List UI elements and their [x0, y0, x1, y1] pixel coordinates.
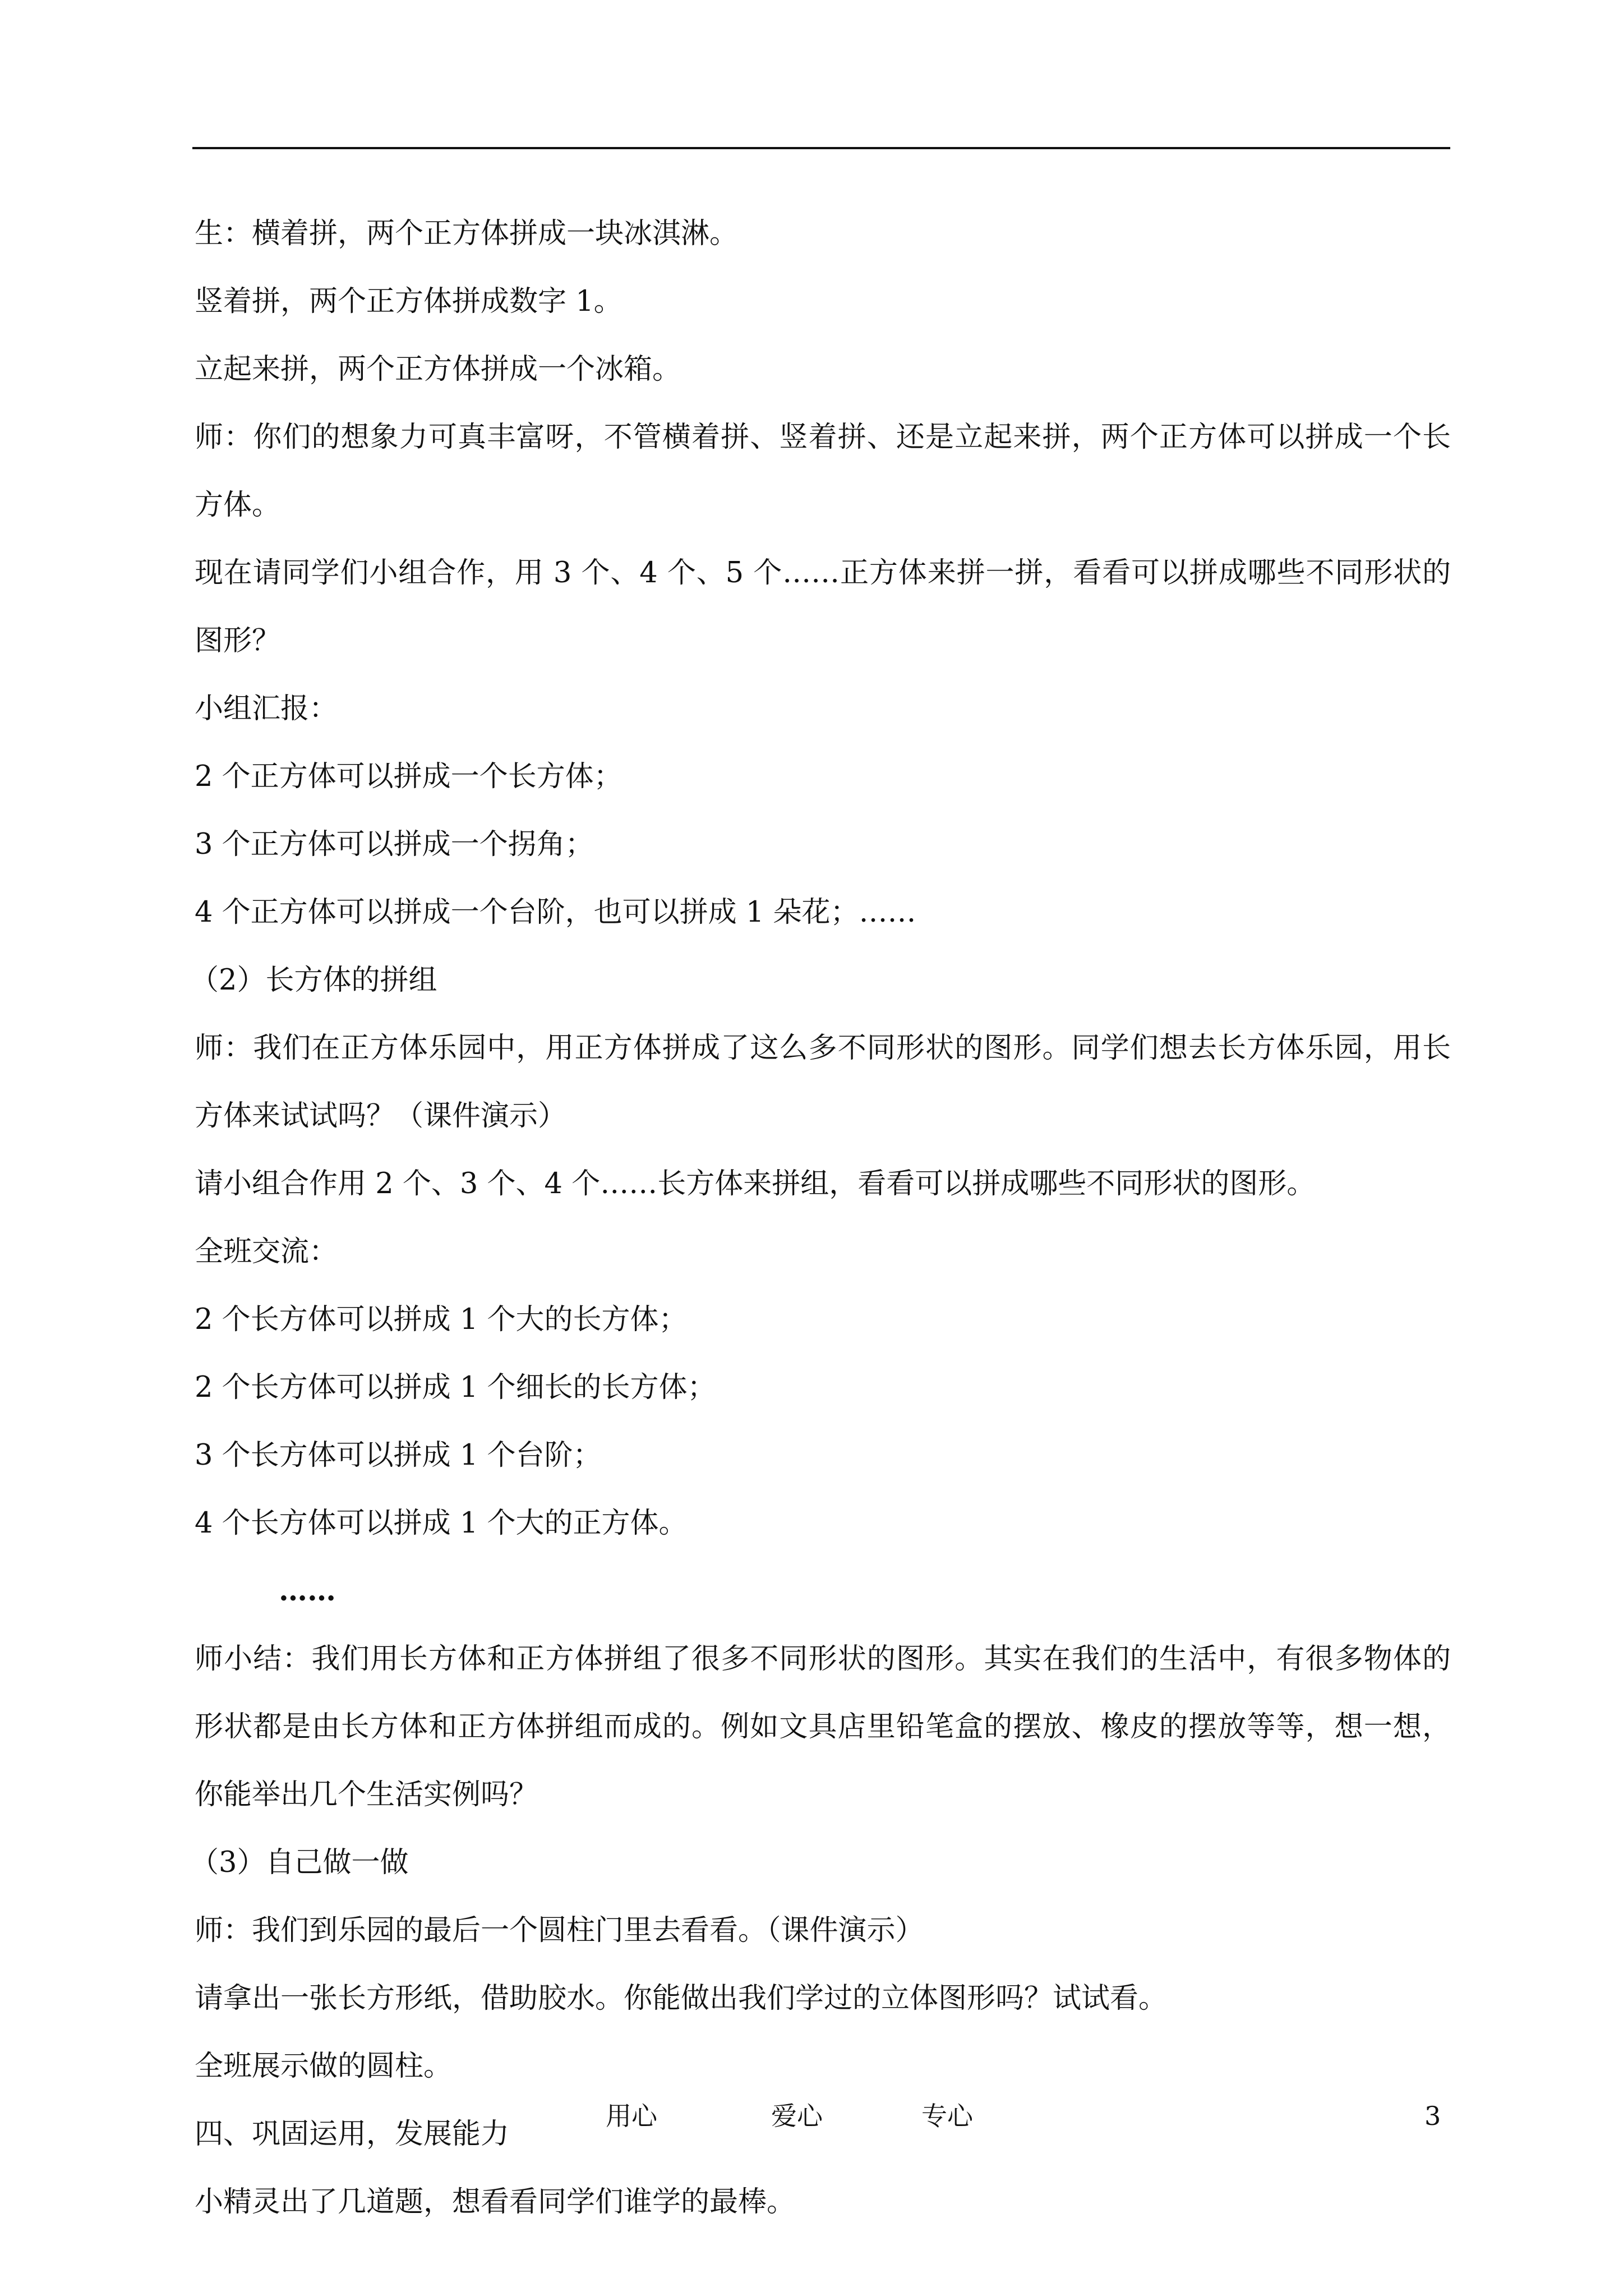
paragraph-line: 2 个长方体可以拼成 1 个细长的长方体；: [195, 1371, 716, 1404]
footer-motto: 爱心: [771, 2101, 823, 2131]
paragraph-line: 小组汇报：: [195, 692, 338, 725]
paragraph-line: 全班展示做的圆柱。: [195, 2050, 453, 2083]
ellipsis-line: ……: [279, 1574, 336, 1608]
section-heading: （2）长方体的拼组: [190, 964, 437, 997]
paragraph-line: 师：我们在正方体乐园中，用正方体拼成了这么多不同形状的图形。同学们想去长方体乐园，用长方体来试试吗？（课件演示）: [195, 1032, 1451, 1133]
section-heading: （3）自己做一做: [190, 1846, 409, 1879]
paragraph-line: 现在请同学们小组合作，用 3 个、4 个、5 个……正方体来拼一拼，看看可以拼成哪些不同形状的图形？: [195, 556, 1451, 657]
footer-motto: 专心: [921, 2101, 973, 2131]
paragraph-line: 请拿出一张长方形纸，借助胶水。你能做出我们学过的立体图形吗？试试看。: [195, 1982, 1168, 2015]
document-body: [190, 200, 1451, 2236]
paragraph-line: 师：我们到乐园的最后一个圆柱门里去看看。（课件演示）: [195, 1914, 924, 1947]
header-rule: [192, 147, 1450, 149]
paragraph-line: 3 个正方体可以拼成一个拐角；: [195, 828, 594, 861]
paragraph-line: 4 个长方体可以拼成 1 个大的正方体。: [195, 1507, 688, 1540]
paragraph-line: 2 个正方体可以拼成一个长方体；: [195, 760, 623, 793]
paragraph-line: 2 个长方体可以拼成 1 个大的长方体；: [195, 1303, 688, 1336]
footer-motto: 用心: [606, 2101, 657, 2131]
paragraph-line: 3 个长方体可以拼成 1 个台阶；: [195, 1439, 602, 1472]
paragraph-line: 请小组合作用 2 个、3 个、4 个……长方体来拼组，看看可以拼成哪些不同形状的图形。: [195, 1167, 1316, 1200]
page-number: 3: [1424, 2101, 1441, 2131]
paragraph-line: 立起来拼，两个正方体拼成一个冰箱。: [195, 353, 681, 386]
paragraph-line: 小精灵出了几道题，想看看同学们谁学的最棒。: [195, 2185, 796, 2219]
paragraph-line: 师小结：我们用长方体和正方体拼组了很多不同形状的图形。其实在我们的生活中，有很多物体的形状都是由长方体和正方体拼组而成的。例如文具店里铅笔盒的摆放、橡皮的摆放等等，想一想，你能举出几个生活实例吗？: [195, 1642, 1451, 1811]
paragraph-line: 师：你们的想象力可真丰富呀，不管横着拼、竖着拼、还是立起来拼，两个正方体可以拼成一个长方体。: [195, 421, 1451, 522]
paragraph-line: 生：横着拼，两个正方体拼成一块冰淇淋。: [195, 217, 739, 250]
section-heading: 四、巩固运用，发展能力: [195, 2118, 510, 2151]
paragraph-line: 全班交流：: [195, 1235, 338, 1268]
paragraph-line: 4 个正方体可以拼成一个台阶，也可以拼成 1 朵花；……: [195, 896, 916, 929]
paragraph-line: 竖着拼，两个正方体拼成数字 1。: [195, 285, 623, 318]
